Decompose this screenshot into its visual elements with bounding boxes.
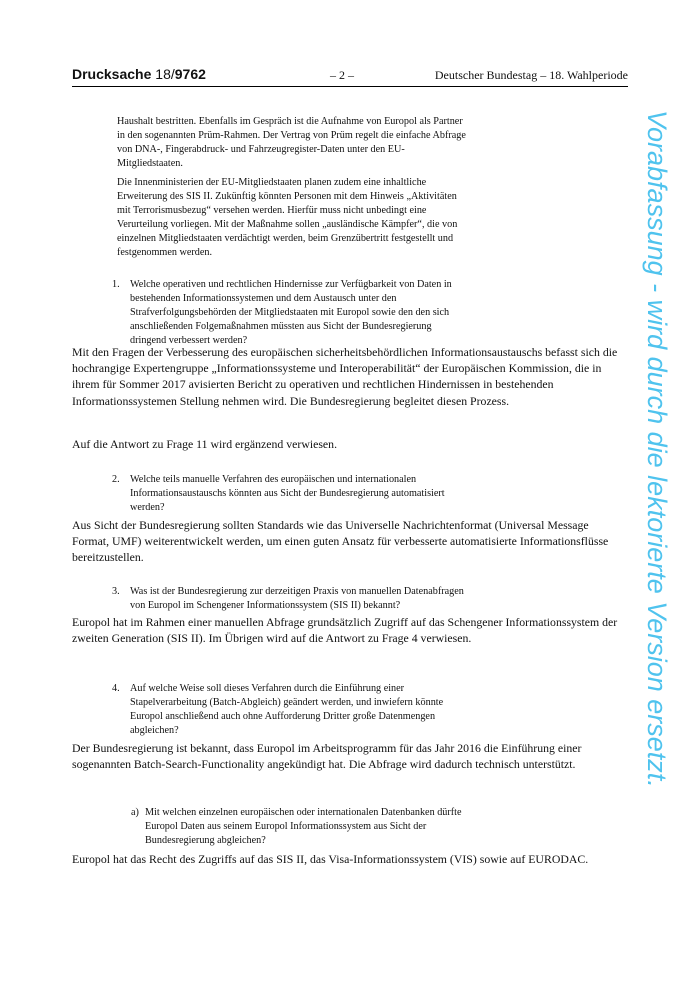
- intro-paragraph: Haushalt bestritten. Ebenfalls im Gespräch ist die Aufnahme von Europol als Partner in den sogenannten Prüm-Rahmen. Der Vertrag von Prüm regelt die einfache Abfrage von DNA-, Fingerabdruck- und Fahrzeugregister-Daten unter den EU-Mitgliedstaaten.: [117, 116, 466, 169]
- answer: Der Bundesregierung ist bekannt, dass Europol im Arbeitsprogramm für das Jahr 2016 die Einführung einer sogenannten Batch-Search-Functionality angekündigt hat. Die Abfrage wird dadurch technisch unterstützt.: [72, 741, 582, 772]
- page-header: [72, 66, 628, 87]
- question-number: a): [131, 807, 139, 818]
- question: Was ist der Bundesregierung zur derzeitigen Praxis von manuellen Datenabfragen von Europol im Schengener Informationssystem (SIS II) bekannt?: [130, 586, 464, 611]
- question-number: 4.: [112, 683, 120, 694]
- document-label: Drucksache: [72, 66, 152, 82]
- answer: Europol hat das Recht des Zugriffs auf das SIS II, das Visa-Informationssystem (VIS) sowie auf EURODAC.: [72, 852, 589, 866]
- question-number: 2.: [112, 474, 120, 485]
- answer: Mit den Fragen der Verbesserung des europäischen sicherheitsbehördlichen Informationsaustauschs befasst sich die hochrangige Expertengruppe „Informationssysteme und Interoperabilität“ der Europäischen Kommission, die in ihrem für Sommer 2017 avisierten Bericht zu operativen und rechtlichen Hindernissen in bestehenden Informationssystemen Stellung nehmen wird. Die Bundesregierung begleitet diesen Prozess.: [72, 345, 618, 408]
- page-number: – 2 –: [330, 68, 354, 82]
- question: Auf welche Weise soll dieses Verfahren durch die Einführung einer Stapelverarbeitung (Batch-Abgleich) geändert werden, und inwiefern könnte Europol anschließend auch ohne Aufforderung Dritter große Datenmengen abgleichen?: [130, 683, 444, 736]
- document-id: [72, 66, 206, 82]
- document-number: 9762: [174, 66, 206, 82]
- question: Welche operativen und rechtlichen Hindernisse zur Verfügbarkeit von Daten in bestehenden Informationssystemen und dem Austausch unter den Strafverfolgungsbehörden der Mitgliedstaaten mit Europol sowie den den sich anschließenden Folgemaßnahmen müssten aus Sicht der Bundesregierung dringend verbessert werden?: [130, 279, 452, 346]
- question-number: 3.: [112, 586, 120, 597]
- question-number: 1.: [112, 279, 120, 290]
- answer: Auf die Antwort zu Frage 11 wird ergänzend verwiesen.: [72, 437, 338, 451]
- publisher: Deutscher Bundestag – 18. Wahlperiode: [434, 68, 628, 82]
- answer: Aus Sicht der Bundesregierung sollten Standards wie das Universelle Nachrichtenformat (Universal Message Format, UMF) weiterentwickelt werden, um einen guten Ansatz für verbesserte automatisierte Informationsflüsse bereitzustellen.: [72, 518, 609, 565]
- intro-paragraph: Die Innenministerien der EU-Mitgliedstaaten planen zudem eine inhaltliche Erweiterung des SIS II. Zukünftig könnten Personen mit dem Hinweis „Aktivitäten mit Terrorismusbezug“ versehen werden. Hierfür muss nicht unbedingt eine Verurteilung vorliegen. Mit der Maßnahme sollen „ausländische Kämpfer“, die von einzelnen Mitgliedstaaten verdächtigt werden, beim Grenzübertritt festgestellt und festgenommen werden.: [117, 177, 458, 258]
- question: Mit welchen einzelnen europäischen oder internationalen Datenbanken dürfte Europol Daten aus seinem Europol Informationssystem aus Sicht der Bundesregierung abgleichen?: [145, 807, 462, 846]
- question: Welche teils manuelle Verfahren des europäischen und internationalen Informationsaustauschs könnten aus Sicht der Bundesregierung automatisiert werden?: [130, 474, 445, 513]
- draft-watermark: Vorabfassung - wird durch die lektorierte Version ersetzt.: [642, 110, 672, 788]
- answer: Europol hat im Rahmen einer manuellen Abfrage grundsätzlich Zugriff auf das Schengener Informationssystem der zweiten Generation (SIS II). Im Übrigen wird auf die Antwort zu Frage 4 verwiesen.: [72, 615, 618, 646]
- document-number-prefix: 18/: [155, 66, 175, 82]
